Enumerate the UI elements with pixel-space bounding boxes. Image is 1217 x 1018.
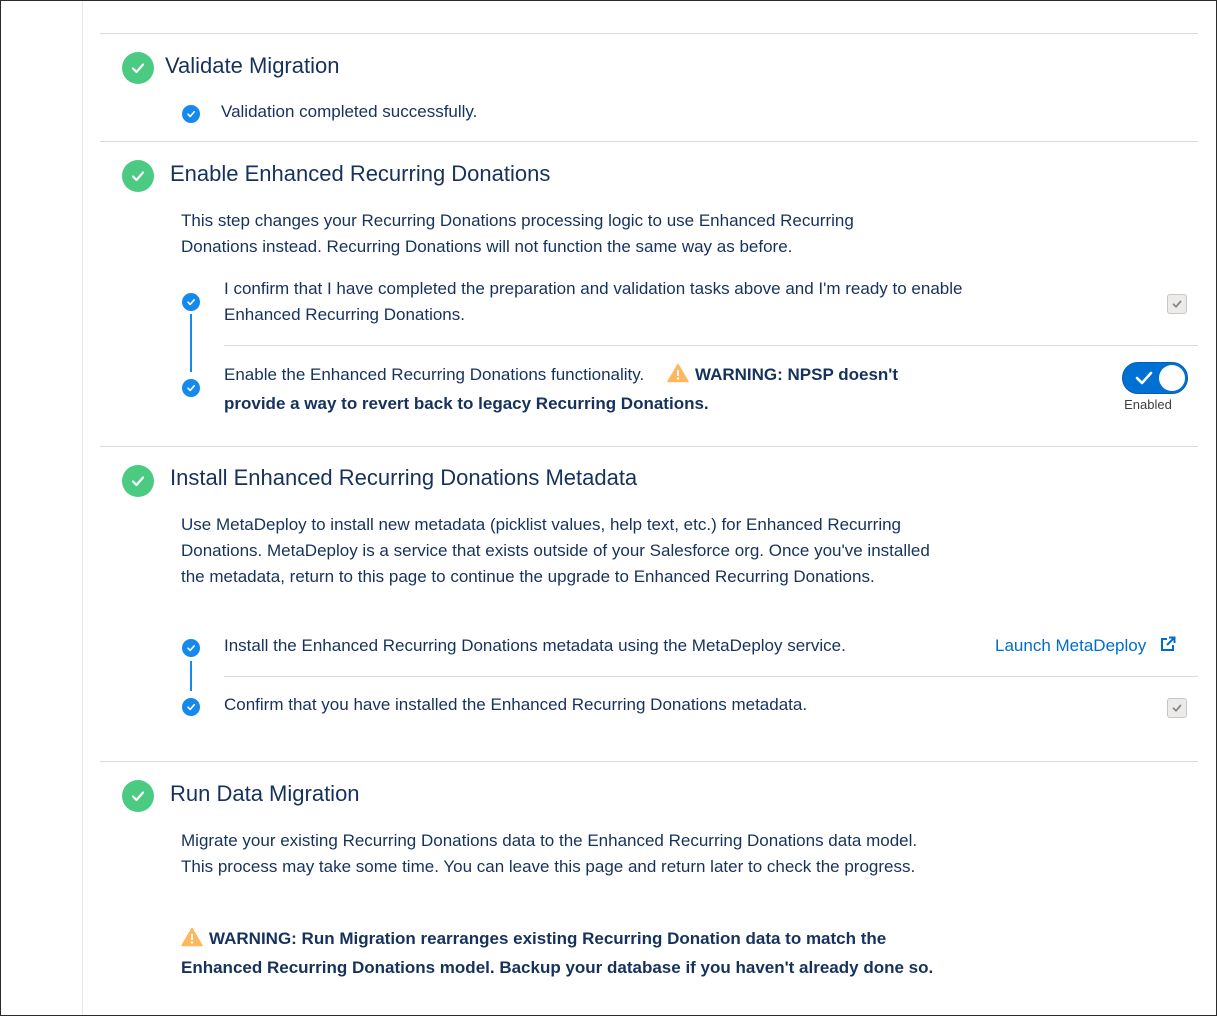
warning-text: WARNING: NPSP doesn't provide a way to revert back to legacy Recurring Donations. bbox=[224, 365, 898, 413]
success-check-icon bbox=[122, 465, 154, 497]
section-title: Enable Enhanced Recurring Donations bbox=[170, 161, 551, 186]
success-check-icon bbox=[122, 52, 154, 84]
section-enable-erd bbox=[100, 141, 1198, 447]
step-text: Install the Enhanced Recurring Donations metadata using the MetaDeploy service. bbox=[224, 636, 846, 655]
section-install-metadata bbox=[100, 446, 1198, 762]
section-description: Use MetaDeploy to install new metadata (picklist values, help text, etc.) for Enhanced Recurring Donations. MetaDeploy is a service that exists outside of your Salesforce org. Once you've installed the metadata, return to this page to continue the upgrade to Enhanced Recurring Donations. bbox=[181, 515, 930, 586]
launch-metadeploy-link[interactable] bbox=[995, 633, 1177, 661]
step-connector bbox=[190, 661, 192, 691]
warning-icon bbox=[181, 927, 203, 955]
section-title: Install Enhanced Recurring Donations Metadata bbox=[170, 465, 638, 490]
toggle-knob bbox=[1159, 365, 1185, 391]
step-check-icon bbox=[182, 379, 200, 397]
step-text: Confirm that you have installed the Enhanced Recurring Donations metadata. bbox=[224, 695, 808, 714]
step-text bbox=[224, 362, 964, 417]
step-check-icon bbox=[182, 639, 200, 657]
warning-text: WARNING: Run Migration rearranges existing Recurring Donation data to match the Enhanced Recurring Donations model. Backup your database if you haven't already done so. bbox=[181, 929, 934, 977]
migration-steps bbox=[100, 1, 1198, 1015]
migration-warning bbox=[181, 926, 941, 981]
success-check-icon bbox=[122, 780, 154, 812]
step-label: Enable the Enhanced Recurring Donations functionality. bbox=[224, 365, 645, 384]
success-check-icon bbox=[122, 160, 154, 192]
step-check-icon bbox=[182, 105, 200, 123]
left-gutter bbox=[1, 1, 83, 1015]
new-window-icon bbox=[1159, 635, 1177, 661]
section-run-data-migration bbox=[100, 761, 1198, 1018]
section-description: This step changes your Recurring Donations processing logic to use Enhanced Recurring Donations instead. Recurring Donations will not function the same way as before. bbox=[181, 211, 854, 256]
confirm-metadata-checkbox[interactable] bbox=[1167, 698, 1187, 718]
step-text: I confirm that I have completed the preparation and validation tasks above and I'm ready to enable Enhanced Recurring Donations. bbox=[224, 279, 963, 324]
section-title: Validate Migration bbox=[165, 53, 340, 78]
confirm-checkbox[interactable] bbox=[1167, 294, 1187, 314]
step-divider bbox=[224, 676, 1198, 677]
step-connector bbox=[190, 314, 192, 372]
section-validate-migration bbox=[100, 33, 1198, 142]
section-description: Migrate your existing Recurring Donations data to the Enhanced Recurring Donations data model. This process may take some time. You can leave this page and return later to check the progress. bbox=[181, 831, 918, 876]
warning-icon bbox=[667, 363, 689, 391]
section-title: Run Data Migration bbox=[170, 781, 360, 806]
step-text: Validation completed successfully. bbox=[221, 102, 478, 121]
step-divider bbox=[224, 345, 1198, 346]
step-check-icon bbox=[182, 698, 200, 716]
enable-erd-toggle[interactable] bbox=[1122, 362, 1188, 394]
link-label: Launch MetaDeploy bbox=[995, 636, 1147, 655]
toggle-status-label: Enabled bbox=[1124, 397, 1172, 412]
step-check-icon bbox=[182, 293, 200, 311]
